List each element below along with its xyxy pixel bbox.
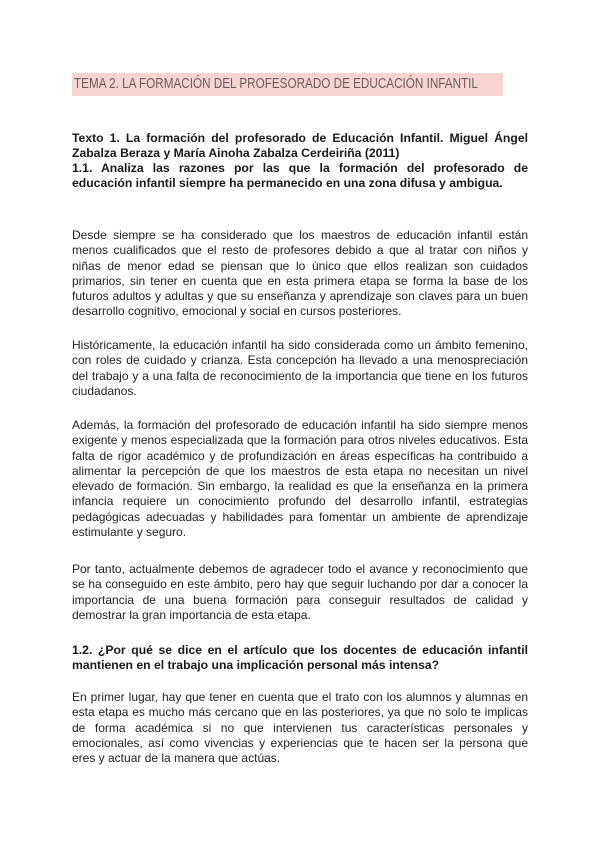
q1-paragraph-2: Históricamente, la educación infantil ha sido considerada como un ámbito femenino, con roles de cuidado y crianza. Esta concepción ha llevado a una menospreciación del trabajo y a una falta de reconocimiento de la importancia que tiene en los futuros ciudadanos.	[72, 338, 528, 398]
text-heading-block	[72, 131, 528, 161]
q2-paragraph-1-block	[72, 690, 528, 766]
text-heading: Texto 1. La formación del profesorado de Educación Infantil. Miguel Ángel Zabalza Beraza y María Ainoha Zabalza Cerdeiriña (2011)	[72, 131, 528, 160]
q1-paragraph-3: Además, la formación del profesorado de educación infantil ha sido siempre menos exigente y menos especializada que la formación para otros niveles educativos. Esta falta de rigor académico y de profundización en áreas específicas ha contribuido a alimentar la percepción de que los maestros de esta etapa no necesitan un nivel elevado de formación. Sin embargo, la realidad es que la enseñanza en la primera infancia requiere un conocimiento profundo del desarrollo infantil, estrategias pedagógicas adecuadas y habilidades para fomentar un ambiente de aprendizaje estimulante y seguro.	[72, 418, 528, 540]
question-2-heading-block	[72, 643, 528, 673]
q1-paragraph-4: Por tanto, actualmente debemos de agradecer todo el avance y reconocimiento que se ha conseguido en este ámbito, pero hay que seguir luchando por dar a conocer la importancia de una buena formación para conseguir resultados de calidad y demostrar la gran importancia de esta etapa.	[72, 562, 528, 622]
q1-paragraph-4-block	[72, 562, 528, 623]
question-2-heading: 1.2. ¿Por qué se dice en el artículo que los docentes de educación infantil mantienen en el trabajo una implicación personal más intensa?	[72, 643, 528, 672]
question-1-heading: 1.1. Analiza las razones por las que la formación del profesorado de educación infantil siempre ha permanecido en una zona difusa y ambigua.	[72, 161, 528, 190]
q1-paragraph-1-block	[72, 228, 528, 320]
page-title: TEMA 2. LA FORMACIÓN DEL PROFESORADO DE EDUCACIÓN INFANTIL	[74, 75, 478, 92]
q1-paragraph-2-block	[72, 338, 528, 399]
q2-paragraph-1: En primer lugar, hay que tener en cuenta que el trato con los alumnos y alumnas en esta etapa es mucho más cercano que en las posteriores, ya que no solo te implicas de forma académica si no que intervienen tus características personales y emocionales, así como vivencias y experiencias que te hacen ser la persona que eres y actuar de la manera que actúas.	[72, 690, 528, 766]
q1-paragraph-1: Desde siempre se ha considerado que los maestros de educación infantil están menos cualificados que el resto de profesores debido a que al tratar con niños y niñas de menor edad se piensan que lo único que ellos realizan son cuidados primarios, sin tener en cuenta que en esta primera etapa se forma la base de los futuros adultos y adultas y que su enseñanza y aprendizaje son claves para un buen desarrollo cognitivo, emocional y social en cursos posteriores.	[72, 228, 528, 319]
title-highlight	[72, 73, 503, 96]
q1-paragraph-3-block	[72, 418, 528, 540]
question-1-heading-block	[72, 161, 528, 191]
